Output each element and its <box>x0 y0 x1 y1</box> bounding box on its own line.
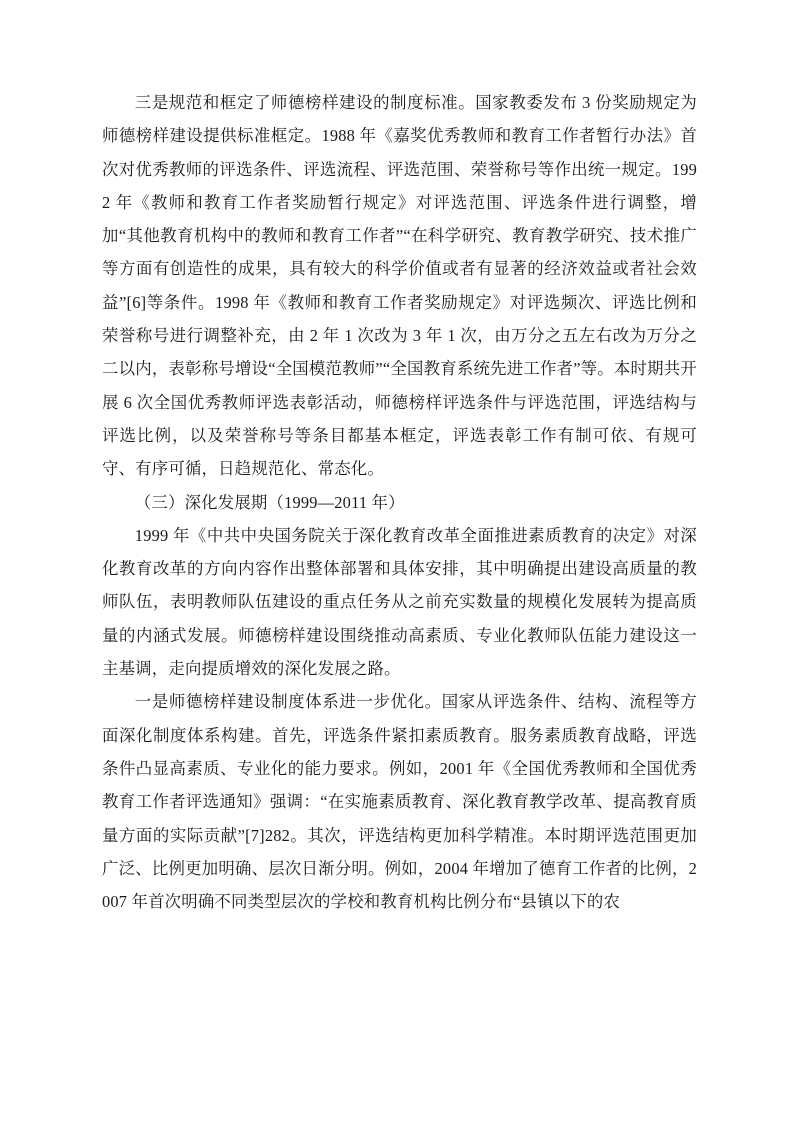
document-body <box>102 86 697 918</box>
body-paragraph: 1999 年《中共中央国务院关于深化教育改革全面推进素质教育的决定》对深化教育改革的方向内容作出整体部署和具体安排，其中明确提出建设高质量的教师队伍，表明教师队伍建设的重点任务从之前充实数量的规模化发展转为提高质量的内涵式发展。师德榜样建设围绕推动高素质、专业化教师队伍能力建设这一主基调，走向提质增效的深化发展之路。 <box>102 525 697 679</box>
body-paragraph: 一是师德榜样建设制度体系进一步优化。国家从评选条件、结构、流程等方面深化制度体系构建。首先，评选条件紧扣素质教育。服务素质教育战略，评选条件凸显高素质、专业化的能力要求。例如，2001 年《全国优秀教师和全国优秀教育工作者评选通知》强调：“在实施素质教育、深化教育教学改革、提高教育质量方面的实际贡献”[7]282。其次，评选结构更加科学精准。本时期评选范围更加广泛、比例更加明确、层次日渐分明。例如，2004 年增加了德育工作者的比例，2007 年首次明确不同类型层次的学校和教育机构比例分布“县镇以下的农 <box>102 692 697 912</box>
body-paragraph: 三是规范和框定了师德榜样建设的制度标准。国家教委发布 3 份奖励规定为师德榜样建设提供标准框定。1988 年《嘉奖优秀教师和教育工作者暂行办法》首次对优秀教师的评选条件、评选流程、评选范围、荣誉称号等作出统一规定。1992 年《教师和教育工作者奖励暂行规定》对评选范围、评选条件进行调整，增加“其他教育机构中的教师和教育工作者”“在科学研究、教育教学研究、技术推广等方面有创造性的成果，具有较大的科学价值或者有显著的经济效益或者社会效益”[6]等条件。1998 年《教师和教育工作者奖励规定》对评选频次、评选比例和荣誉称号进行调整补充，由 2 年 1 次改为 3 年 1 次，由万分之五左右改为万分之二以内，表彰称号增设“全国模范教师”“全国教育系统先进工作者”等。本时期共开展 6 次全国优秀教师评选表彰活动，师德榜样评选条件与评选范围，评选结构与评选比例，以及荣誉称号等条目都基本框定，评选表彰工作有制可依、有规可守、有序可循，日趋规范化、常态化。 <box>102 93 697 479</box>
section-heading: （三）深化发展期（1999—2011 年） <box>134 492 405 512</box>
